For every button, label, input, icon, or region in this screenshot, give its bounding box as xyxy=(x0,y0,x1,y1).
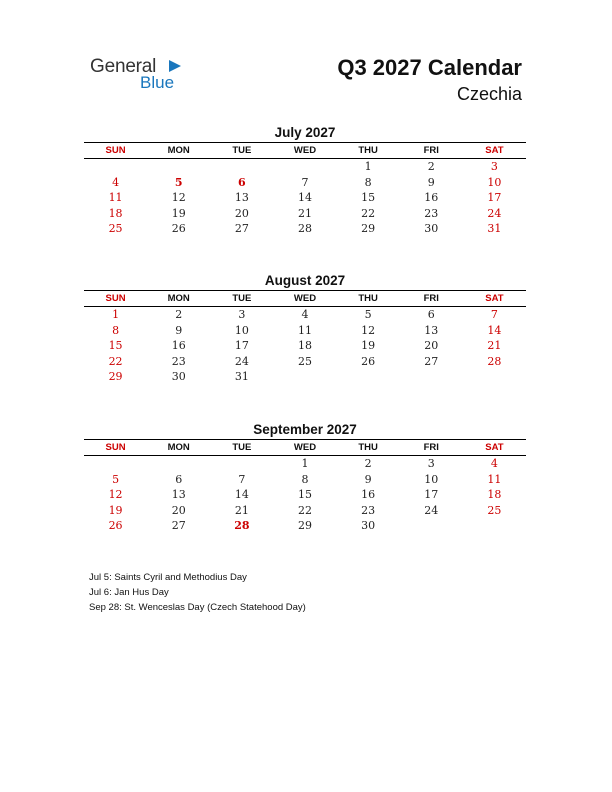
day-cell: 3 xyxy=(427,457,435,470)
day-cell: 29 xyxy=(108,370,123,384)
day-cell: 24 xyxy=(487,206,502,220)
generalblue-logo xyxy=(90,56,190,96)
holiday-day-cell: 5 xyxy=(174,175,183,189)
day-cell: 1 xyxy=(112,308,120,321)
day-cell: 31 xyxy=(234,370,249,384)
day-cell: 16 xyxy=(171,339,186,353)
empty-day-cell xyxy=(273,369,336,385)
day-cell: 14 xyxy=(234,488,249,502)
day-cell: 6 xyxy=(427,308,435,321)
weekday-label: TUE xyxy=(232,442,252,453)
empty-day-cell xyxy=(400,518,463,534)
day-cell: 25 xyxy=(297,354,312,368)
empty-day-cell xyxy=(400,369,463,385)
week-row xyxy=(84,503,526,519)
day-cell: 21 xyxy=(297,206,312,220)
week-row xyxy=(84,323,526,339)
day-cell: 12 xyxy=(108,488,123,502)
day-cell: 19 xyxy=(108,503,123,517)
day-cell: 30 xyxy=(171,370,186,384)
month-september xyxy=(84,422,526,534)
day-cell: 4 xyxy=(112,175,120,189)
weekday-header xyxy=(84,439,526,456)
month-july xyxy=(84,125,526,237)
month-title: September 2027 xyxy=(253,422,357,437)
day-cell: 10 xyxy=(487,175,502,189)
logo-general-text: General xyxy=(90,56,157,77)
weekday-label: SAT xyxy=(485,293,504,304)
weekday-label: FRI xyxy=(423,293,439,304)
week-row xyxy=(84,206,526,222)
empty-day-cell xyxy=(147,456,210,472)
day-cell: 25 xyxy=(487,503,502,517)
week-row xyxy=(84,472,526,488)
day-cell: 18 xyxy=(108,206,123,220)
weekday-label: THU xyxy=(358,293,378,304)
day-cell: 21 xyxy=(234,503,249,517)
page-title: Q3 2027 Calendar xyxy=(337,55,522,80)
holiday-notes xyxy=(89,570,306,615)
weekday-label: MON xyxy=(167,293,190,304)
week-row xyxy=(84,456,526,472)
weekday-label: TUE xyxy=(232,145,252,156)
day-cell: 28 xyxy=(487,354,502,368)
empty-day-cell xyxy=(84,456,147,472)
weekday-label: SAT xyxy=(485,442,504,453)
day-cell: 18 xyxy=(487,488,502,502)
day-cell: 14 xyxy=(487,323,502,337)
empty-day-cell xyxy=(147,159,210,175)
day-cell: 7 xyxy=(490,308,498,321)
day-cell: 7 xyxy=(238,472,246,486)
empty-day-cell xyxy=(210,159,273,175)
day-cell: 7 xyxy=(301,175,309,189)
day-cell: 26 xyxy=(108,519,123,533)
day-cell: 9 xyxy=(364,472,372,486)
day-cell: 2 xyxy=(175,308,183,321)
day-cell: 8 xyxy=(364,175,372,189)
week-row xyxy=(84,338,526,354)
week-row xyxy=(84,159,526,175)
day-cell: 12 xyxy=(361,323,376,337)
month-title: July 2027 xyxy=(274,125,336,140)
weekday-label: FRI xyxy=(423,442,439,453)
day-cell: 12 xyxy=(171,191,186,205)
day-cell: 15 xyxy=(108,339,123,353)
weekday-label: SUN xyxy=(105,145,126,156)
day-cell: 24 xyxy=(424,503,439,517)
empty-day-cell xyxy=(210,456,273,472)
week-row xyxy=(84,190,526,206)
month-august xyxy=(84,273,526,385)
day-cell: 4 xyxy=(301,308,309,321)
day-cell: 1 xyxy=(301,457,309,470)
holiday-day-cell: 28 xyxy=(234,519,250,533)
holiday-note: Sep 28: St. Wenceslas Day (Czech Statehood Day) xyxy=(89,602,306,613)
day-cell: 30 xyxy=(424,222,439,236)
week-row xyxy=(84,307,526,323)
day-cell: 14 xyxy=(297,191,312,205)
weekday-label: MON xyxy=(167,442,190,453)
day-cell: 15 xyxy=(361,191,376,205)
day-cell: 3 xyxy=(490,160,498,173)
holiday-note: Jul 5: Saints Cyril and Methodius Day xyxy=(89,572,247,583)
day-cell: 23 xyxy=(424,206,439,220)
day-cell: 9 xyxy=(175,323,183,337)
day-cell: 2 xyxy=(364,457,372,470)
day-cell: 17 xyxy=(234,339,249,353)
week-row xyxy=(84,518,526,534)
day-cell: 20 xyxy=(424,339,439,353)
day-cell: 3 xyxy=(238,308,246,321)
day-cell: 28 xyxy=(297,222,312,236)
day-cell: 27 xyxy=(424,354,439,368)
day-cell: 13 xyxy=(234,191,249,205)
empty-day-cell xyxy=(84,159,147,175)
week-row xyxy=(84,369,526,385)
day-cell: 20 xyxy=(234,206,249,220)
holiday-note: Jul 6: Jan Hus Day xyxy=(89,587,169,598)
week-row xyxy=(84,175,526,191)
weekday-label: TUE xyxy=(232,293,252,304)
empty-day-cell xyxy=(273,159,336,175)
day-cell: 16 xyxy=(424,191,439,205)
month-title: August 2027 xyxy=(264,273,346,288)
day-cell: 20 xyxy=(171,503,186,517)
day-cell: 22 xyxy=(361,206,376,220)
day-cell: 30 xyxy=(361,519,376,533)
day-cell: 31 xyxy=(487,222,502,236)
day-cell: 18 xyxy=(297,339,312,353)
weekday-label: SUN xyxy=(105,442,126,453)
day-cell: 24 xyxy=(234,354,249,368)
day-cell: 5 xyxy=(112,472,120,486)
day-cell: 4 xyxy=(490,457,498,470)
day-cell: 29 xyxy=(361,222,376,236)
empty-day-cell xyxy=(463,518,526,534)
day-cell: 8 xyxy=(112,323,120,337)
day-cell: 1 xyxy=(364,160,372,173)
country-name: Czechia xyxy=(456,84,522,104)
weekday-header xyxy=(84,142,526,159)
day-cell: 21 xyxy=(487,339,502,353)
weekday-label: WED xyxy=(293,442,317,453)
day-cell: 11 xyxy=(108,191,123,205)
day-cell: 16 xyxy=(361,488,376,502)
weekday-label: THU xyxy=(358,442,378,453)
logo-blue-text: Blue xyxy=(140,73,175,92)
day-cell: 8 xyxy=(301,472,309,486)
day-cell: 17 xyxy=(487,191,502,205)
empty-day-cell xyxy=(463,369,526,385)
day-cell: 13 xyxy=(171,488,186,502)
week-row xyxy=(84,221,526,237)
week-row xyxy=(84,354,526,370)
day-cell: 26 xyxy=(361,354,376,368)
day-cell: 10 xyxy=(424,472,439,486)
day-cell: 10 xyxy=(234,323,249,337)
day-cell: 15 xyxy=(297,488,312,502)
holiday-day-cell: 6 xyxy=(238,175,246,189)
weekday-label: FRI xyxy=(423,145,439,156)
empty-day-cell xyxy=(337,369,400,385)
weekday-label: THU xyxy=(358,145,378,156)
day-cell: 29 xyxy=(297,519,312,533)
day-cell: 5 xyxy=(364,308,372,321)
day-cell: 27 xyxy=(171,519,186,533)
day-cell: 2 xyxy=(427,160,435,173)
day-cell: 23 xyxy=(361,503,376,517)
weekday-label: MON xyxy=(167,145,190,156)
day-cell: 6 xyxy=(175,472,183,486)
weekday-header xyxy=(84,290,526,307)
day-cell: 19 xyxy=(171,206,186,220)
day-cell: 22 xyxy=(108,354,123,368)
day-cell: 22 xyxy=(297,503,312,517)
day-cell: 25 xyxy=(108,222,123,236)
day-cell: 23 xyxy=(171,354,186,368)
day-cell: 9 xyxy=(427,175,435,189)
day-cell: 11 xyxy=(297,323,312,337)
week-row xyxy=(84,487,526,503)
day-cell: 11 xyxy=(487,472,502,486)
weekday-label: SUN xyxy=(105,293,126,304)
day-cell: 13 xyxy=(424,323,439,337)
day-cell: 26 xyxy=(171,222,186,236)
day-cell: 17 xyxy=(424,488,439,502)
weekday-label: SAT xyxy=(485,145,504,156)
logo-flag-icon xyxy=(169,60,181,72)
day-cell: 27 xyxy=(234,222,249,236)
day-cell: 19 xyxy=(361,339,376,353)
weekday-label: WED xyxy=(293,293,317,304)
weekday-label: WED xyxy=(293,145,317,156)
